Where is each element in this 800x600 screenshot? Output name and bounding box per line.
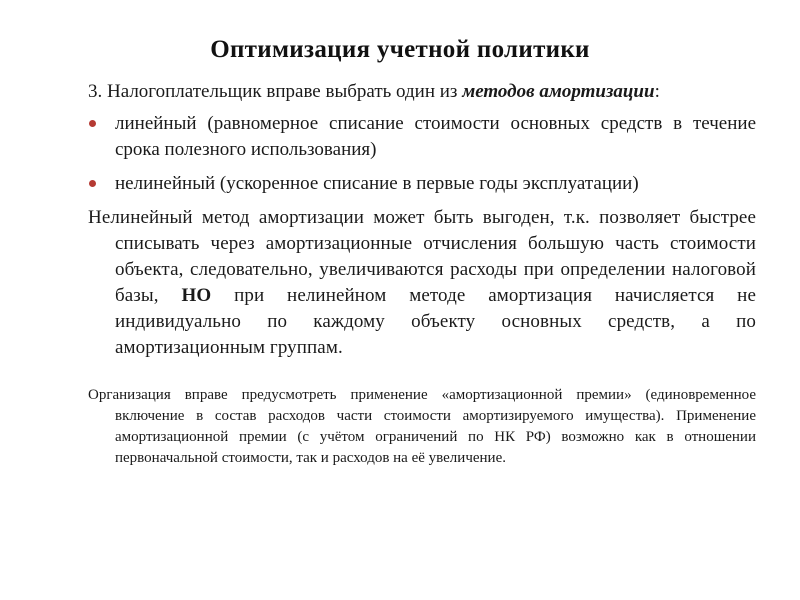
lead-number: 3. bbox=[88, 81, 103, 102]
main-text-before: Нелинейный метод амортизации может быть выгоден, т.к. позволяет быстрее списывать через амортизационные отчисления большую часть стоимости объекта, следовательно, увеличиваются расходы при определении налоговой базы, bbox=[88, 207, 756, 306]
bullet-item-linear bbox=[88, 111, 756, 163]
lead-colon: : bbox=[654, 81, 660, 102]
bullet-text: нелинейный (ускоренное списание в первые годы эксплуатации) bbox=[115, 173, 639, 194]
bullet-list bbox=[88, 111, 756, 197]
lead-emphasis: методов амортизации bbox=[462, 81, 655, 102]
note-paragraph: Организация вправе предусмотреть применение «амортизационной премии» (единовременное включение в состав расходов части стоимости амортизируемого имущества). Применение амортизационной премии (с учётом ограничений по НК РФ) возможно как в отношении первоначальной стоимости, так и расходов на её увеличение. bbox=[88, 387, 756, 466]
bullet-item-nonlinear bbox=[88, 171, 756, 197]
slide-title: Оптимизация учетной политики bbox=[210, 36, 590, 63]
slide-content bbox=[88, 79, 756, 484]
bullet-dot-icon bbox=[89, 120, 96, 127]
bullet-text: линейный (равномерное списание стоимости основных средств в течение срока полезного использования) bbox=[115, 113, 756, 160]
main-text-after: при нелинейном методе амортизация начисляется не индивидуально по каждому объекту основных средств, а по амортизационным группам. bbox=[115, 285, 756, 358]
lead-text: Налогоплательщик вправе выбрать один из bbox=[102, 81, 463, 102]
main-text-strong: НО bbox=[181, 285, 212, 306]
bullet-dot-icon bbox=[89, 180, 96, 187]
main-paragraph bbox=[88, 205, 756, 361]
lead-paragraph bbox=[88, 79, 756, 105]
